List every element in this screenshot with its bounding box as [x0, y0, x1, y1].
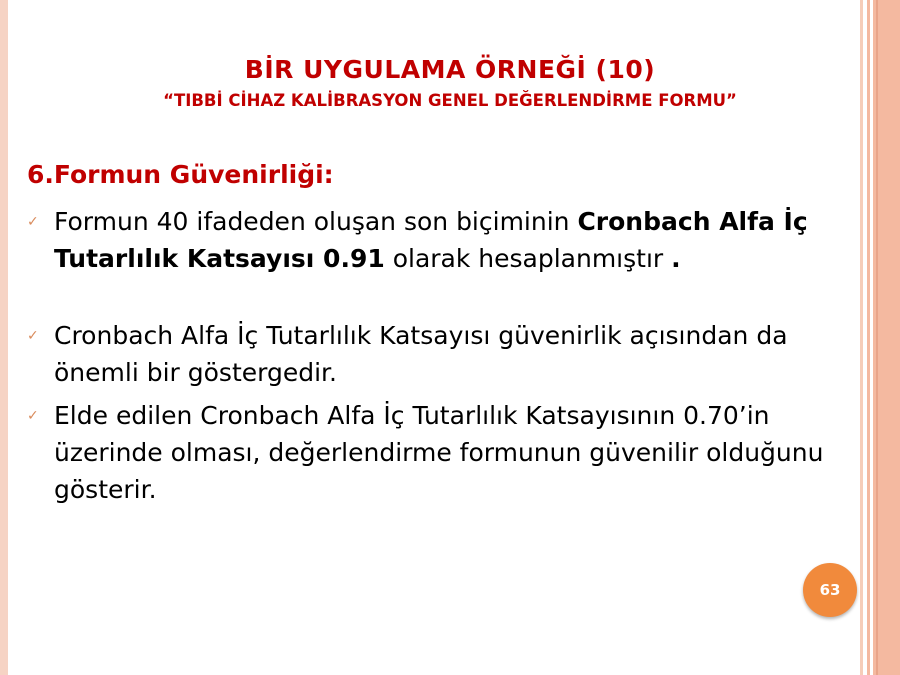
checkmark-icon: ✓: [27, 328, 39, 344]
bullet-2-text: Cronbach Alfa İç Tutarlılık Katsayısı güvenirlik açısından da önemli bir göstergedir.: [54, 321, 788, 387]
slide-title: BİR UYGULAMA ÖRNEĞİ (10): [244, 55, 656, 84]
bullet-item-3: [27, 397, 847, 508]
bullet-1-text-b: olarak hesaplanmıştır: [384, 244, 672, 273]
page-number-badge: 63: [803, 563, 857, 617]
bullet-1-text-a: Formun 40 ifadeden oluşan son biçiminin: [54, 207, 578, 236]
checkmark-icon: ✓: [27, 408, 39, 424]
slide-subtitle: “TIBBİ CİHAZ KALİBRASYON GENEL DEĞERLENDİRME FORMU”: [163, 91, 737, 110]
bullet-3-text: Elde edilen Cronbach Alfa İç Tutarlılık Katsayısının 0.70’in üzerinde olması, değerlendirme formunun güvenilir olduğunu gösterir.: [54, 401, 824, 504]
checkmark-icon: ✓: [27, 214, 39, 230]
bullet-1-bold-a: Cronbach Alfa İç Tutarlılık Katsayısı 0.91: [54, 207, 808, 273]
bullet-item-2: [27, 317, 847, 391]
section-heading: 6.Formun Güvenirliği:: [27, 160, 334, 189]
bullet-item-1: [27, 203, 847, 277]
bullet-1-bold-b: .: [671, 244, 681, 273]
